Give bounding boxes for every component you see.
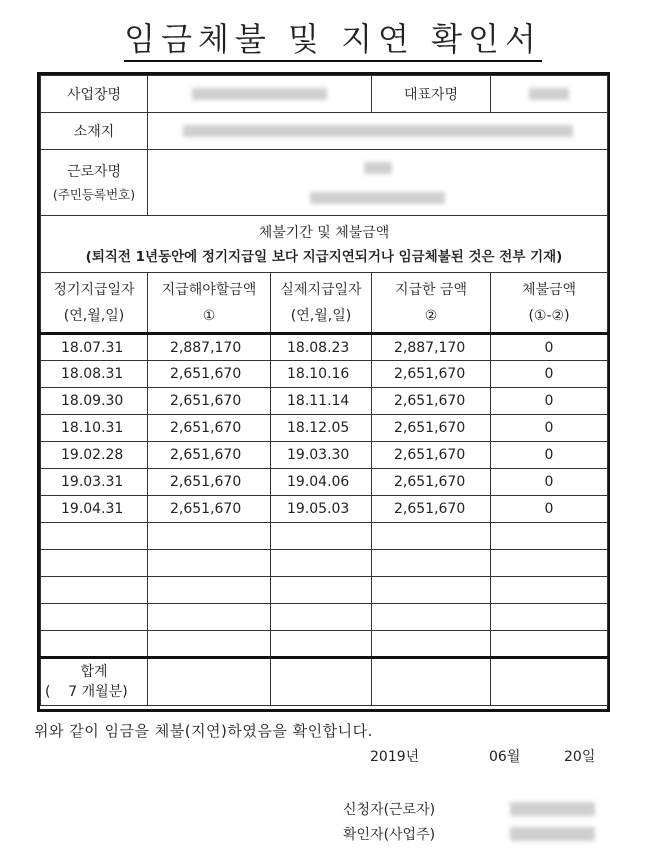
total-cell (148, 658, 271, 706)
table-cell: 18.10.16 (271, 361, 372, 388)
table-cell: 0 (491, 415, 608, 442)
column-header-row (41, 273, 608, 334)
form-table (40, 75, 608, 706)
column-header-title: 지급해야할금액 (161, 281, 257, 298)
table-cell: 19.04.31 (41, 496, 148, 523)
table-cell (372, 523, 491, 550)
table-cell: 0 (491, 442, 608, 469)
table-cell: 2,651,670 (372, 415, 491, 442)
column-header-subtitle: (①-②) (528, 307, 570, 324)
column-header-subtitle: (연,월,일) (290, 307, 352, 324)
table-cell (491, 577, 608, 604)
table-cell (148, 631, 271, 658)
representative-label: 대표자명 (372, 76, 491, 113)
table-row (41, 550, 608, 577)
table-cell (148, 577, 271, 604)
worker-name-label: 근로자명 (66, 163, 122, 180)
table-cell (148, 523, 271, 550)
table-cell (41, 631, 148, 658)
table-cell (491, 550, 608, 577)
table-cell: 2,651,670 (148, 442, 271, 469)
table-cell: 18.10.31 (41, 415, 148, 442)
table-cell: 2,651,670 (372, 388, 491, 415)
period-heading: 체불기간 및 체불금액 (258, 225, 390, 241)
date-month: 06월 (489, 749, 521, 765)
table-cell (491, 523, 608, 550)
table-cell: 18.08.23 (271, 334, 372, 361)
column-header-title: 체불금액 (521, 281, 577, 298)
table-cell (41, 577, 148, 604)
table-cell (271, 577, 372, 604)
table-cell: 19.03.31 (41, 469, 148, 496)
table-cell: 18.12.05 (271, 415, 372, 442)
date-day: 20일 (564, 749, 596, 765)
table-row (41, 442, 608, 469)
company-value (148, 76, 372, 113)
column-header-title: 지급한 금액 (394, 281, 468, 298)
applicant-signature (510, 801, 595, 817)
total-cell (491, 658, 608, 706)
table-cell: 0 (491, 496, 608, 523)
table-cell (372, 550, 491, 577)
table-cell: 2,887,170 (148, 334, 271, 361)
table-cell (148, 604, 271, 631)
table-cell: 18.08.31 (41, 361, 148, 388)
table-cell (372, 604, 491, 631)
table-cell (372, 577, 491, 604)
table-cell: 2,651,670 (148, 388, 271, 415)
table-cell (148, 550, 271, 577)
worker-label (41, 150, 148, 216)
table-row (41, 415, 608, 442)
table-cell: 2,651,670 (372, 469, 491, 496)
table-row (41, 577, 608, 604)
representative-value (491, 76, 608, 113)
table-cell: 2,651,670 (372, 442, 491, 469)
table-cell: 2,651,670 (372, 361, 491, 388)
worker-value (148, 150, 608, 216)
table-cell: 18.11.14 (271, 388, 372, 415)
table-cell: 0 (491, 361, 608, 388)
column-header-subtitle: ② (424, 307, 438, 324)
period-note: (퇴직전 1년동안에 정기지급일 보다 지급지연되거나 임금체불된 것은 전부 기재) (85, 249, 563, 265)
total-label: 합계 (80, 664, 108, 680)
column-header (41, 273, 148, 334)
column-header-title: 실제지급일자 (280, 281, 362, 298)
table-cell (271, 550, 372, 577)
address-label: 소재지 (41, 113, 148, 150)
table-row (41, 334, 608, 361)
column-header (271, 273, 372, 334)
table-cell: 0 (491, 388, 608, 415)
table-row (41, 496, 608, 523)
table-row (41, 469, 608, 496)
table-cell: 19.04.06 (271, 469, 372, 496)
document-title: 임금체불 및 지연 확인서 (0, 14, 666, 60)
table-cell: 2,651,670 (148, 496, 271, 523)
total-cell (271, 658, 372, 706)
table-cell: 19.05.03 (271, 496, 372, 523)
table-cell: 18.07.31 (41, 334, 148, 361)
applicant-label: 신청자(근로자) (343, 802, 436, 818)
total-months: ( 7 개월분) (45, 684, 128, 700)
table-cell (491, 631, 608, 658)
table-cell: 19.03.30 (271, 442, 372, 469)
table-row (41, 388, 608, 415)
table-cell (271, 604, 372, 631)
total-label-cell (41, 658, 148, 706)
table-cell (271, 523, 372, 550)
confirmer-signature (510, 826, 595, 842)
total-row (41, 658, 608, 706)
worker-id-label: (주민등록번호) (52, 186, 136, 202)
table-cell (41, 523, 148, 550)
table-cell: 2,651,670 (148, 415, 271, 442)
table-cell: 2,651,670 (148, 469, 271, 496)
table-cell (41, 550, 148, 577)
company-label: 사업장명 (41, 76, 148, 113)
table-cell: 19.02.28 (41, 442, 148, 469)
table-cell: 0 (491, 334, 608, 361)
table-row (41, 604, 608, 631)
total-cell (372, 658, 491, 706)
address-value (148, 113, 608, 150)
table-row (41, 523, 608, 550)
statement: 위와 같이 임금을 체불(지연)하였음을 확인합니다. (34, 722, 373, 740)
confirmer-label: 확인자(사업주) (343, 827, 436, 843)
table-cell: 18.09.30 (41, 388, 148, 415)
table-cell: 2,887,170 (372, 334, 491, 361)
table-cell: 0 (491, 469, 608, 496)
table-row (41, 361, 608, 388)
table-cell: 2,651,670 (372, 496, 491, 523)
column-header-title: 정기지급일자 (53, 281, 135, 298)
table-cell: 2,651,670 (148, 361, 271, 388)
column-header-subtitle: (연,월,일) (63, 307, 125, 324)
table-cell (372, 631, 491, 658)
confirmation-form (37, 72, 610, 712)
column-header (372, 273, 491, 334)
column-header-subtitle: ① (202, 307, 216, 324)
table-cell (41, 604, 148, 631)
table-row (41, 631, 608, 658)
period-header (41, 216, 608, 273)
column-header (148, 273, 271, 334)
table-cell (491, 604, 608, 631)
date-year: 2019년 (370, 749, 420, 765)
column-header (491, 273, 608, 334)
table-cell (271, 631, 372, 658)
